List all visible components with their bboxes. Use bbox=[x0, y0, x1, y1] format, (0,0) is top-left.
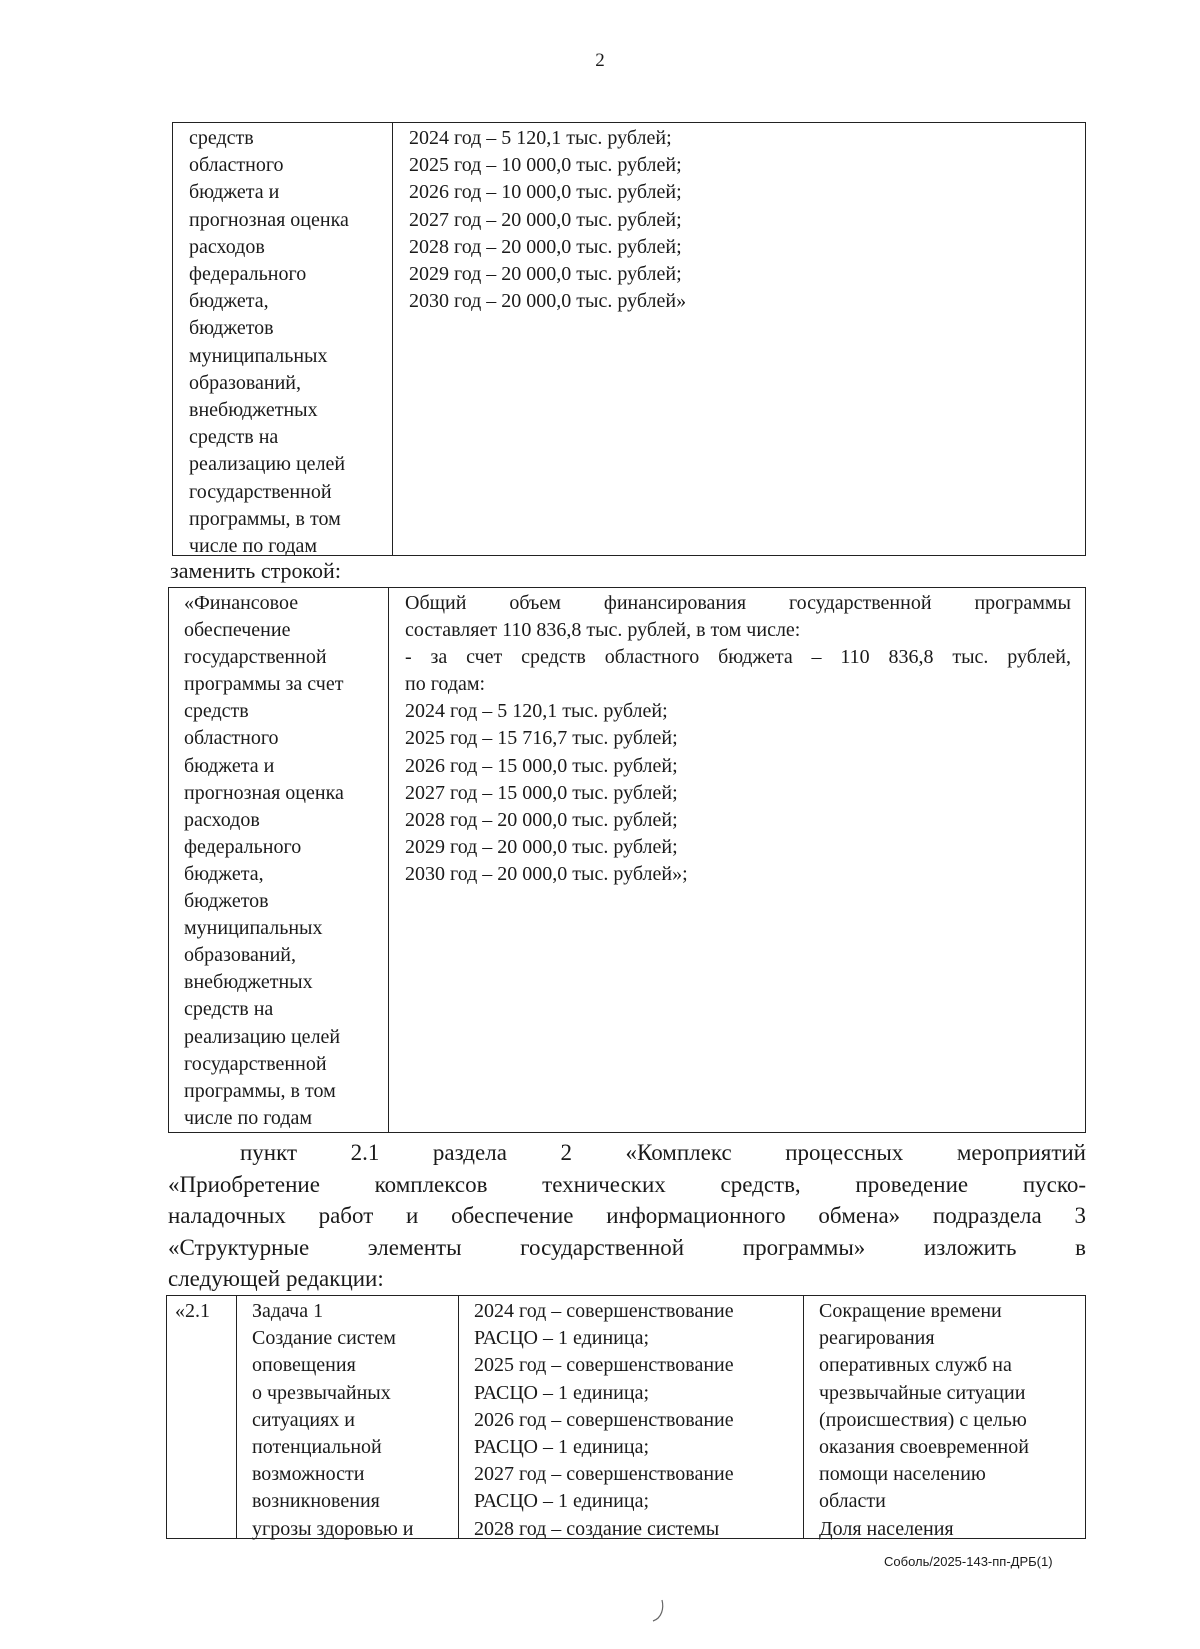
label-line: обеспечение bbox=[184, 619, 291, 642]
label-line: числе по годам bbox=[184, 1106, 313, 1129]
label-line: средств на bbox=[184, 998, 274, 1021]
year-amount-line: 2026 год – 10 000,0 тыс. рублей; bbox=[409, 181, 682, 204]
scan-mark-icon bbox=[650, 1598, 668, 1630]
label-line: бюджетов bbox=[189, 317, 274, 340]
total-volume-line: Общий объем финансирования государственной программы bbox=[405, 592, 1071, 614]
label-line: реализацию целей bbox=[184, 1025, 341, 1048]
effect-line: оперативных служб на bbox=[819, 1354, 1012, 1377]
paragraph-line: «Структурные элементы государственной программы» изложить в bbox=[168, 1234, 1086, 1260]
year-amount-line: 2024 год – 5 120,1 тыс. рублей; bbox=[405, 700, 668, 723]
effect-line: Сокращение времени bbox=[819, 1300, 1002, 1322]
label-line: муниципальных bbox=[184, 917, 323, 940]
task-line: Создание систем bbox=[252, 1327, 396, 1350]
year-amount-line: 2030 год – 20 000,0 тыс. рублей»; bbox=[405, 862, 688, 885]
year-amount-line: 2025 год – 10 000,0 тыс. рублей; bbox=[409, 154, 682, 177]
label-line: муниципальных bbox=[189, 344, 328, 367]
label-line: средств на bbox=[189, 426, 279, 449]
funding-table-old-label-cell bbox=[173, 123, 393, 558]
total-volume-line: составляет 110 836,8 тыс. рублей, в том числе: bbox=[405, 619, 801, 642]
schedule-line: 2026 год – совершенствование bbox=[474, 1408, 734, 1431]
task-line: потенциальной bbox=[252, 1436, 382, 1459]
label-line: средств bbox=[184, 700, 249, 723]
funding-table-new bbox=[168, 587, 1086, 1133]
amendment-paragraph bbox=[168, 1137, 1086, 1295]
label-line: образований, bbox=[184, 944, 297, 967]
item-number: «2.1 bbox=[175, 1300, 210, 1322]
label-line: областного bbox=[184, 727, 279, 750]
effect-line: (происшествия) с целью bbox=[819, 1408, 1027, 1431]
document-code: Соболь/2025-143-пп-ДРБ(1) bbox=[884, 1554, 1053, 1569]
task-line: угрозы здоровью и bbox=[252, 1517, 414, 1540]
label-line: образований, bbox=[189, 371, 302, 394]
label-line: государственной bbox=[184, 646, 327, 669]
schedule-line: РАСЦО – 1 единица; bbox=[474, 1436, 650, 1459]
schedule-cell bbox=[459, 1296, 804, 1538]
paragraph-line: «Приобретение комплексов технических средств, проведение пуско- bbox=[168, 1171, 1086, 1197]
effect-line: реагирования bbox=[819, 1327, 935, 1350]
schedule-line: РАСЦО – 1 единица; bbox=[474, 1381, 650, 1404]
label-line: бюджета, bbox=[184, 862, 264, 885]
label-line: числе по годам bbox=[189, 535, 318, 558]
year-amount-line: 2029 год – 20 000,0 тыс. рублей; bbox=[409, 263, 682, 286]
year-amount-line: 2024 год – 5 120,1 тыс. рублей; bbox=[409, 127, 672, 149]
label-line: внебюджетных bbox=[189, 399, 318, 422]
paragraph-line: наладочных работ и обеспечение информационного обмена» подраздела 3 bbox=[168, 1203, 1086, 1228]
task-cell bbox=[237, 1296, 459, 1538]
label-line: средств bbox=[189, 127, 254, 149]
funding-table-old-value-cell bbox=[409, 125, 686, 315]
effect-line: помощи населению bbox=[819, 1463, 986, 1486]
effect-cell bbox=[804, 1296, 1084, 1538]
label-line: программы за счет bbox=[184, 673, 344, 696]
year-amount-line: 2028 год – 20 000,0 тыс. рублей; bbox=[409, 235, 682, 258]
task-line: возможности bbox=[252, 1463, 365, 1486]
year-amount-line: 2027 год – 15 000,0 тыс. рублей; bbox=[405, 781, 678, 804]
label-line: государственной bbox=[184, 1052, 327, 1075]
structural-elements-table bbox=[166, 1295, 1086, 1539]
label-line: «Финансовое bbox=[184, 592, 299, 614]
funding-table-old bbox=[172, 122, 1086, 556]
year-amount-line: 2025 год – 15 716,7 тыс. рублей; bbox=[405, 727, 678, 750]
schedule-line: РАСЦО – 1 единица; bbox=[474, 1327, 650, 1350]
effect-line: области bbox=[819, 1490, 886, 1513]
label-line: федерального bbox=[184, 835, 302, 858]
regional-budget-line: - за счет средств областного бюджета – 110 836,8 тыс. рублей, bbox=[405, 646, 1071, 669]
label-line: бюджетов bbox=[184, 890, 269, 913]
label-line: расходов bbox=[189, 235, 265, 258]
label-line: бюджета и bbox=[184, 754, 275, 777]
replace-label: заменить строкой: bbox=[170, 558, 341, 583]
label-line: расходов bbox=[184, 808, 260, 831]
task-line: о чрезвычайных bbox=[252, 1381, 391, 1404]
label-line: программы, в том bbox=[184, 1079, 336, 1102]
schedule-line: РАСЦО – 1 единица; bbox=[474, 1490, 650, 1513]
label-line: прогнозная оценка bbox=[184, 781, 344, 804]
year-amount-line: 2028 год – 20 000,0 тыс. рублей; bbox=[405, 808, 678, 831]
label-line: федерального bbox=[189, 263, 307, 286]
year-amount-line: 2027 год – 20 000,0 тыс. рублей; bbox=[409, 208, 682, 231]
label-line: прогнозная оценка bbox=[189, 208, 349, 231]
schedule-line: 2027 год – совершенствование bbox=[474, 1463, 734, 1486]
effect-line: оказания своевременной bbox=[819, 1436, 1029, 1459]
paragraph-line: следующей редакции: bbox=[168, 1266, 384, 1291]
year-amount-line: 2026 год – 15 000,0 тыс. рублей; bbox=[405, 754, 678, 777]
label-line: государственной bbox=[189, 480, 332, 503]
label-line: внебюджетных bbox=[184, 971, 313, 994]
schedule-line: 2024 год – совершенствование bbox=[474, 1300, 734, 1322]
task-line: Задача 1 bbox=[252, 1300, 324, 1322]
effect-line: Доля населения bbox=[819, 1517, 954, 1540]
schedule-line: 2025 год – совершенствование bbox=[474, 1354, 734, 1377]
paragraph-line: пункт 2.1 раздела 2 «Комплекс процессных мероприятий bbox=[240, 1140, 1086, 1165]
funding-table-new-value-cell bbox=[405, 590, 1071, 888]
label-line: областного bbox=[189, 154, 284, 177]
label-line: программы, в том bbox=[189, 507, 341, 530]
effect-line: чрезвычайные ситуации bbox=[819, 1381, 1026, 1404]
by-years-line: по годам: bbox=[405, 673, 486, 696]
funding-table-new-label-cell bbox=[169, 588, 389, 1132]
year-amount-line: 2030 год – 20 000,0 тыс. рублей» bbox=[409, 290, 687, 313]
page-number: 2 bbox=[595, 50, 605, 71]
label-line: бюджета и bbox=[189, 181, 280, 204]
year-amount-line: 2029 год – 20 000,0 тыс. рублей; bbox=[405, 835, 678, 858]
task-line: ситуациях и bbox=[252, 1408, 355, 1431]
schedule-line: 2028 год – создание системы bbox=[474, 1517, 720, 1540]
label-line: бюджета, bbox=[189, 290, 269, 313]
item-number-cell bbox=[167, 1296, 237, 1538]
task-line: оповещения bbox=[252, 1354, 356, 1377]
task-line: возникновения bbox=[252, 1490, 380, 1513]
label-line: реализацию целей bbox=[189, 453, 346, 476]
